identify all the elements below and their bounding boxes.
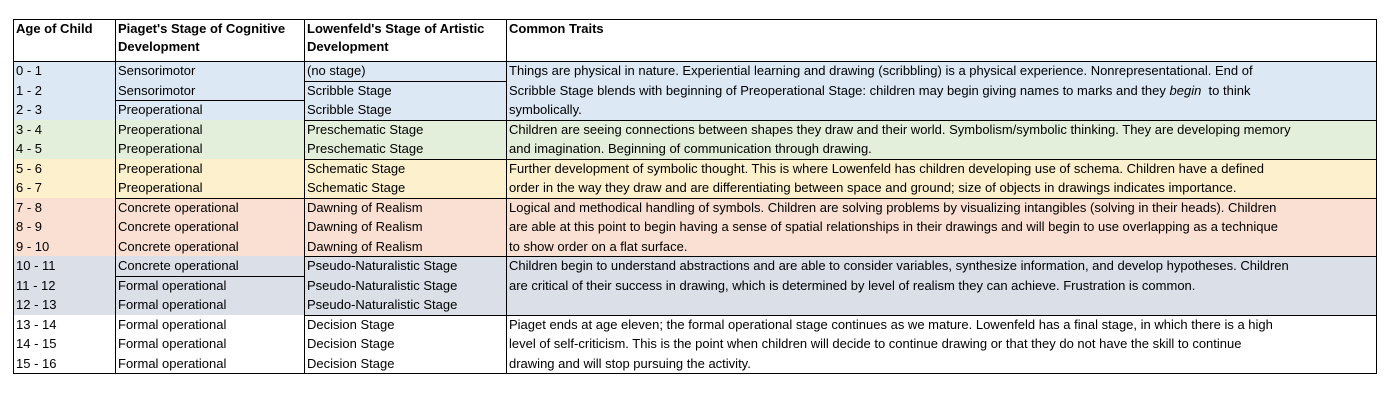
age-cell: 5 - 6 <box>16 160 43 176</box>
trait-line: drawing and will stop pursuing the activity. <box>509 355 751 371</box>
lowenfeld-stage-cell: Scribble Stage <box>307 82 392 98</box>
lowenfeld-stage-cell: Dawning of Realism <box>307 238 423 254</box>
grid-line <box>506 256 1377 257</box>
age-cell: 12 - 13 <box>16 297 57 312</box>
common-traits-cell <box>506 198 1377 257</box>
lowenfeld-stage-cell: Decision Stage <box>307 316 395 332</box>
lowenfeld-stage-cell: Dawning of Realism <box>307 199 423 215</box>
age-cell: 8 - 9 <box>16 219 43 234</box>
grid-line <box>1376 19 1377 374</box>
lowenfeld-stage-cell: Pseudo-Naturalistic Stage <box>307 297 458 312</box>
piaget-stage-cell: Formal operational <box>118 336 227 351</box>
age-cell: 14 - 15 <box>16 336 57 351</box>
piaget-stage-cell: Concrete operational <box>118 258 239 273</box>
piaget-stage-cell: Preoperational <box>118 141 203 156</box>
trait-line: and imagination. Beginning of communication through drawing. <box>509 141 872 156</box>
grid-line <box>304 120 506 121</box>
age-cell: 9 - 10 <box>16 238 50 254</box>
age-cell: 11 - 12 <box>16 277 56 293</box>
grid-line <box>304 81 506 82</box>
lowenfeld-stage-cell: Decision Stage <box>307 355 395 371</box>
piaget-stage-cell: Formal operational <box>118 355 227 371</box>
common-traits-cell <box>506 120 1377 159</box>
header-traits: Common Traits <box>509 21 604 36</box>
lowenfeld-stage-cell: Preschematic Stage <box>307 121 424 137</box>
piaget-stage-cell: Concrete operational <box>118 199 239 215</box>
piaget-stage-cell: Sensorimotor <box>118 63 196 78</box>
header-piaget: Piaget's Stage of Cognitive Development <box>118 21 286 54</box>
trait-line <box>509 81 1374 101</box>
lowenfeld-stage-cell: (no stage) <box>307 63 366 78</box>
trait-line: are critical of their success in drawing, which is determined by level of realism they can achieve. Frustration is common. <box>509 277 1196 293</box>
piaget-stage-cell: Sensorimotor <box>118 82 196 98</box>
piaget-stage-cell: Formal operational <box>118 297 227 312</box>
common-traits-cell <box>506 256 1377 315</box>
emphasis-text: begin <box>1169 82 1202 98</box>
grid-line <box>13 19 1377 20</box>
stages-table <box>13 19 1377 372</box>
common-traits-cell <box>506 315 1377 374</box>
grid-line <box>13 373 1377 374</box>
header-age: Age of Child <box>16 21 93 36</box>
grid-line <box>13 61 1377 62</box>
grid-line <box>304 19 305 373</box>
trait-line: Things are physical in nature. Experiential learning and drawing (scribbling) is a physical experience. Nonrepresentational. End of <box>509 63 1253 78</box>
grid-line <box>115 100 304 101</box>
piaget-stage-cell: Concrete operational <box>118 238 239 254</box>
trait-text: to think <box>1201 82 1251 98</box>
age-cell: 6 - 7 <box>16 180 43 195</box>
common-traits-cell <box>506 159 1377 198</box>
piaget-stage-cell: Formal operational <box>118 316 227 332</box>
grid-line <box>115 19 116 373</box>
lowenfeld-stage-cell: Pseudo-Naturalistic Stage <box>307 258 458 273</box>
lowenfeld-stage-cell: Decision Stage <box>307 336 395 351</box>
trait-line: symbolically. <box>509 102 582 117</box>
trait-line: Children begin to understand abstractions and are able to consider variables, synthesize information, and develop hypotheses. Children <box>509 258 1289 273</box>
age-cell: 15 - 16 <box>16 355 57 371</box>
trait-line: level of self-criticism. This is the point when children will decide to continue drawing or that they do not have the skill to continue <box>509 336 1242 351</box>
trait-text: Scribble Stage blends with beginning of Preoperational Stage: children may begin giving names to marks and they <box>509 82 1170 98</box>
lowenfeld-stage-cell: Schematic Stage <box>307 160 406 176</box>
age-cell: 0 - 1 <box>16 63 43 78</box>
lowenfeld-stage-cell: Scribble Stage <box>307 102 392 117</box>
age-cell: 13 - 14 <box>16 316 57 332</box>
piaget-stage-cell: Concrete operational <box>118 219 239 234</box>
lowenfeld-stage-cell: Dawning of Realism <box>307 219 423 234</box>
grid-line <box>304 315 506 316</box>
grid-line <box>506 315 1377 316</box>
lowenfeld-stage-cell: Preschematic Stage <box>307 141 424 156</box>
trait-line: Children are seeing connections between shapes they draw and their world. Symbolism/symbolic thinking. They are developing memory <box>509 121 1291 137</box>
trait-line: Further development of symbolic thought. This is where Lowenfeld has children developing use of schema. Children have a defined <box>509 160 1264 176</box>
piaget-stage-cell: Preoperational <box>118 160 203 176</box>
piaget-stage-cell: Preoperational <box>118 121 203 137</box>
grid-line <box>13 19 14 374</box>
common-traits-cell <box>506 61 1377 120</box>
grid-line <box>506 19 507 373</box>
grid-line <box>304 256 506 257</box>
trait-line: order in the way they draw and are differentiating between space and ground; size of objects in drawings indicates importance. <box>509 180 1237 195</box>
header-lowenfeld: Lowenfeld's Stage of Artistic Development <box>307 21 485 54</box>
grid-line <box>304 198 506 199</box>
age-cell: 3 - 4 <box>16 121 43 137</box>
trait-line: Logical and methodical handling of symbols. Children are solving problems by visualizing intangibles (solving in their heads). Children <box>509 199 1277 215</box>
grid-line <box>304 159 506 160</box>
grid-line <box>506 159 1377 160</box>
grid-line <box>506 198 1377 199</box>
piaget-stage-cell: Preoperational <box>118 102 203 117</box>
age-cell: 4 - 5 <box>16 141 43 156</box>
age-cell: 10 - 11 <box>16 258 56 273</box>
trait-line: are able at this point to begin having a sense of spatial relationships in their drawings and will begin to use overlapping as a technique <box>509 219 1278 234</box>
grid-line <box>115 198 304 199</box>
age-cell: 1 - 2 <box>16 82 43 98</box>
lowenfeld-stage-cell: Pseudo-Naturalistic Stage <box>307 277 458 293</box>
trait-line: Piaget ends at age eleven; the formal operational stage continues as we mature. Lowenfeld has a final stage, in which there is a high <box>509 316 1273 332</box>
grid-line <box>115 276 304 277</box>
age-cell: 2 - 3 <box>16 102 43 117</box>
lowenfeld-stage-cell: Schematic Stage <box>307 180 406 195</box>
piaget-stage-cell: Preoperational <box>118 180 203 195</box>
piaget-stage-cell: Formal operational <box>118 277 227 293</box>
grid-line <box>506 120 1377 121</box>
trait-line: to show order on a flat surface. <box>509 238 688 254</box>
age-cell: 7 - 8 <box>16 199 43 215</box>
